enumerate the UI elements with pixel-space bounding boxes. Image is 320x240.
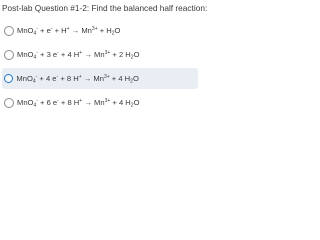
equation-text: O: [133, 49, 140, 59]
answer-option-label: [17, 50, 139, 60]
superscript: 3+: [104, 97, 111, 104]
answer-options: [2, 20, 198, 116]
equation-text: + H: [97, 25, 112, 35]
equation-text: O: [132, 73, 139, 83]
superscript: +: [79, 97, 83, 104]
superscript: 3+: [104, 49, 111, 56]
equation-text: → Mn: [82, 49, 105, 59]
superscript: +: [79, 49, 83, 56]
equation-text: + e: [37, 25, 51, 35]
equation-text: + 4 H: [58, 49, 80, 59]
radio-button-icon[interactable]: [4, 98, 14, 108]
equation-text: + 2 H: [110, 49, 131, 59]
equation-text: + 3 e: [37, 49, 58, 59]
superscript: 3+: [91, 25, 98, 32]
answer-option-4[interactable]: [2, 92, 198, 113]
equation-text: MnO: [17, 49, 34, 59]
equation-text: + H: [52, 25, 67, 35]
subscript: 4: [33, 30, 37, 36]
radio-button-icon[interactable]: [4, 74, 13, 83]
superscript: -: [57, 97, 59, 104]
superscript: +: [66, 25, 70, 32]
subscript: 2: [130, 102, 134, 108]
superscript: 3+: [103, 73, 110, 80]
answer-option-3[interactable]: [2, 68, 198, 89]
subscript: 2: [130, 78, 133, 84]
answer-option-label: [16, 74, 138, 84]
superscript: -: [35, 73, 38, 80]
superscript: -: [57, 49, 59, 56]
superscript: -: [50, 25, 53, 32]
subscript: 4: [33, 102, 37, 108]
superscript: +: [78, 73, 82, 80]
radio-button-icon[interactable]: [4, 26, 14, 36]
equation-text: → Mn: [81, 73, 104, 83]
equation-text: + 6 e: [37, 97, 58, 107]
answer-option-label: [17, 98, 139, 108]
answer-option-label: [17, 26, 120, 36]
equation-text: O: [114, 25, 121, 35]
question-text: Post-lab Question #1-2: Find the balanced half reaction:: [2, 3, 208, 13]
equation-text: + 4 H: [109, 73, 131, 83]
superscript: -: [56, 73, 59, 80]
equation-text: O: [133, 97, 140, 107]
equation-text: MnO: [17, 25, 34, 35]
equation-text: + 4 e: [37, 73, 57, 83]
equation-text: + 8 H: [58, 73, 79, 83]
superscript: -: [36, 97, 38, 104]
subscript: 2: [111, 30, 115, 36]
answer-option-1[interactable]: [2, 20, 198, 41]
radio-button-icon[interactable]: [4, 50, 14, 60]
equation-text: MnO: [17, 97, 34, 107]
equation-text: MnO: [16, 73, 33, 83]
subscript: 4: [32, 78, 36, 84]
subscript: 2: [130, 54, 134, 60]
equation-text: → Mn: [69, 25, 92, 35]
superscript: -: [36, 25, 38, 32]
equation-text: + 8 H: [58, 97, 80, 107]
subscript: 4: [33, 54, 37, 60]
superscript: -: [36, 49, 38, 56]
equation-text: → Mn: [82, 97, 105, 107]
answer-option-2[interactable]: [2, 44, 198, 65]
equation-text: + 4 H: [110, 97, 131, 107]
